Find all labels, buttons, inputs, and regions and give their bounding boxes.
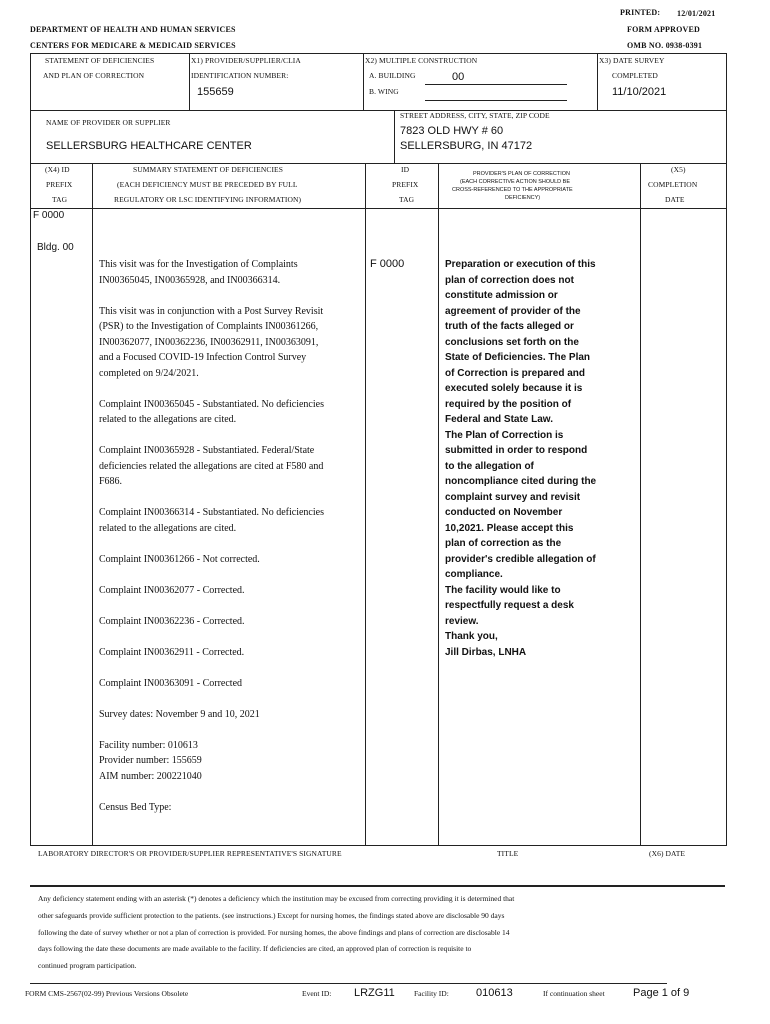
page-number: Page 1 of 9 — [633, 987, 690, 999]
x5-header: DATE — [665, 195, 685, 204]
summary-header: REGULATORY OR LSC IDENTIFYING INFORMATION) — [114, 195, 302, 204]
x3-label: X3) DATE SURVEY — [599, 56, 665, 65]
provider-id-value: 155659 — [197, 86, 234, 98]
rule — [726, 163, 727, 845]
summary-header: SUMMARY STATEMENT OF DEFICIENCIES — [133, 165, 284, 174]
x4-header: PREFIX — [46, 180, 73, 189]
x5-header: COMPLETION — [648, 180, 698, 189]
poc-line: agreement of provider of the — [445, 305, 581, 317]
poc-line: truth of the facts alleged or — [445, 321, 574, 332]
poc-line: Preparation or execution of this — [445, 259, 596, 270]
summary-paragraph: Complaint IN00361266 - Not corrected. — [99, 553, 260, 565]
printed-label: PRINTED: — [620, 8, 661, 17]
poc-header: CROSS-REFERENCED TO THE APPROPRIATE — [452, 187, 573, 193]
poc-line: plan of correction does not — [445, 274, 574, 286]
summary-paragraph: Complaint IN00365928 - Substantiated. Federal/State deficiencies related the allegations are cited at F580 and F686. — [99, 445, 324, 487]
building-label: A. BUILDING — [369, 71, 416, 80]
poc-line: of Correction is prepared and — [445, 367, 586, 379]
wing-label: B. WING — [369, 87, 399, 96]
statement-label: AND PLAN OF CORRECTION — [43, 71, 145, 80]
summary-paragraph: Complaint IN00362077 - Corrected. — [99, 584, 245, 596]
facility-id-value: 010613 — [476, 987, 513, 999]
building-tag: Bldg. 00 — [37, 242, 74, 253]
rule — [394, 110, 395, 163]
plan-of-correction — [445, 257, 637, 660]
rule — [30, 983, 667, 984]
poc-line: The Plan of Correction is — [445, 429, 564, 441]
poc-line: conclusions set forth on the — [445, 336, 579, 348]
poc-line: Thank you, — [445, 631, 498, 642]
rule — [597, 53, 598, 110]
poc-line: required by the position of — [445, 398, 572, 410]
x5-header: (X5) — [671, 165, 686, 174]
rule — [438, 163, 439, 845]
continuation-label: If continuation sheet — [543, 989, 605, 998]
rule — [92, 163, 93, 845]
poc-line: provider's credible allegation of — [445, 553, 596, 565]
rule — [30, 53, 727, 54]
poc-line: Federal and State Law. — [445, 414, 553, 425]
poc-line: constitute admission or — [445, 290, 558, 301]
poc-line: conducted on November — [445, 507, 563, 518]
poc-line: to the allegation of — [445, 460, 534, 472]
x1-label: X1) PROVIDER/SUPPLIER/CLIA — [191, 56, 301, 65]
summary-paragraph: Complaint IN00366314 - Substantiated. No deficiencies related to the allegations are cited. — [99, 507, 324, 534]
footnote-line: days following the date these documents are made available to the facility. If deficiencies are cited, an approved plan of correction is requisite to — [38, 944, 472, 954]
rule — [30, 885, 725, 887]
omb-number: OMB NO. 0938-0391 — [627, 41, 703, 50]
poc-header: DEFICIENCY) — [505, 195, 541, 201]
provider-name-label: NAME OF PROVIDER OR SUPPLIER — [46, 118, 171, 127]
id-header: PREFIX — [392, 180, 419, 189]
address-label: STREET ADDRESS, CITY, STATE, ZIP CODE — [400, 111, 550, 120]
rule — [30, 208, 727, 209]
id-header: ID — [401, 165, 410, 174]
id-header: TAG — [399, 195, 415, 204]
rule — [726, 110, 727, 163]
rule — [640, 163, 641, 845]
rule — [30, 845, 727, 846]
summary-paragraph: This visit was in conjunction with a Post Survey Revisit (PSR) to the Investigation of Complaints IN00361266, IN00362077, IN00362236, IN00362911, IN00363091, and a Focused COVID-19 Infection Control Survey completed on 9/24/2021. — [99, 305, 324, 379]
department-title: DEPARTMENT OF HEALTH AND HUMAN SERVICES — [30, 25, 236, 34]
signature-label: LABORATORY DIRECTOR'S OR PROVIDER/SUPPLIER REPRESENTATIVE'S SIGNATURE — [38, 849, 342, 858]
summary-paragraph: Complaint IN00363091 - Corrected — [99, 677, 243, 689]
poc-line: noncompliance cited during the — [445, 476, 597, 487]
census-bed-type: Census Bed Type: — [99, 801, 172, 813]
facility-line: AIM number: 200221040 — [99, 770, 202, 782]
poc-header: PROVIDER'S PLAN OF CORRECTION — [473, 171, 571, 177]
provider-name-value: SELLERSBURG HEALTHCARE CENTER — [46, 140, 252, 152]
facility-line: Facility number: 010613 — [99, 739, 198, 751]
form-number: FORM CMS-2567(02-99) Previous Versions Obsolete — [25, 989, 189, 998]
rule — [30, 163, 727, 164]
summary-paragraph: This visit was for the Investigation of Complaints IN00365045, IN00365928, and IN00366314. — [99, 259, 298, 286]
summary-paragraph: Complaint IN00362236 - Corrected. — [99, 615, 245, 627]
title-label: TITLE — [497, 849, 519, 858]
poc-line: submitted in order to respond — [445, 445, 588, 456]
poc-line: The facility would like to — [445, 584, 561, 596]
summary-paragraph: Survey dates: November 9 and 10, 2021 — [99, 708, 260, 720]
address-line-1: 7823 OLD HWY # 60 — [400, 125, 504, 137]
footnote-line: following the date of survey whether or not a plan of correction is provided. For nursing homes, the above findings and plans of correction are disclosable 14 — [38, 927, 510, 937]
printed-date: 12/01/2021 — [677, 9, 716, 18]
tag-right: F 0000 — [370, 258, 405, 270]
footnote-line: other safeguards provide sufficient protection to the patients. (see instructions.) Except for nursing homes, the findings stated above are disclosable 90 days — [38, 910, 505, 920]
poc-line: complaint survey and revisit — [445, 491, 581, 503]
facility-line: Provider number: 155659 — [99, 755, 202, 766]
facility-info — [99, 738, 335, 785]
poc-line: plan of correction as the — [445, 538, 562, 549]
poc-line: compliance. — [445, 569, 503, 580]
rule — [726, 53, 727, 110]
form-approved: FORM APPROVED — [627, 25, 701, 34]
poc-line: 10,2021. Please accept this — [445, 522, 574, 534]
event-id-label: Event ID: — [302, 989, 332, 998]
poc-line: respectfully request a desk — [445, 600, 574, 611]
building-value: 00 — [452, 71, 465, 83]
summary-header: (EACH DEFICIENCY MUST BE PRECEDED BY FULL — [117, 180, 298, 189]
wing-underline — [425, 100, 567, 101]
rule — [30, 53, 31, 110]
facility-id-label: Facility ID: — [414, 989, 449, 998]
summary-paragraph: Complaint IN00365045 - Substantiated. No deficiencies related to the allegations are cited. — [99, 398, 324, 425]
tag-left: F 0000 — [33, 210, 65, 221]
rule — [30, 110, 727, 111]
poc-header: (EACH CORRECTIVE ACTION SHOULD BE — [460, 179, 571, 185]
x4-header: TAG — [52, 195, 68, 204]
poc-line: review. — [445, 615, 479, 627]
x4-header: (X4) ID — [45, 165, 70, 174]
survey-completed-date: 11/10/2021 — [612, 86, 667, 98]
cms-title: CENTERS FOR MEDICARE & MEDICAID SERVICES — [30, 41, 236, 50]
x1-label: IDENTIFICATION NUMBER: — [191, 71, 289, 80]
footnote-line: continued program participation. — [38, 961, 137, 971]
building-underline — [425, 84, 567, 85]
summary-paragraph: Complaint IN00362911 - Corrected. — [99, 646, 245, 658]
footnote-line: Any deficiency statement ending with an asterisk (*) denotes a deficiency which the institution may be excused from correcting providing it is determined that — [38, 894, 515, 903]
disclosure-footnote — [38, 891, 678, 975]
rule — [365, 163, 366, 845]
address-line-2: SELLERSBURG, IN 47172 — [400, 140, 533, 152]
poc-line: State of Deficiencies. The Plan — [445, 352, 591, 363]
statement-label: STATEMENT OF DEFICIENCIES — [45, 56, 155, 65]
event-id-value: LRZG11 — [354, 987, 395, 999]
poc-line: executed solely because it is — [445, 383, 583, 394]
rule — [30, 163, 31, 845]
x6-date-label: (X6) DATE — [649, 849, 686, 858]
rule — [30, 110, 31, 163]
rule — [189, 53, 190, 110]
x2-label: X2) MULTIPLE CONSTRUCTION — [365, 56, 478, 65]
x3-label: COMPLETED — [612, 71, 658, 80]
poc-line: Jill Dirbas, LNHA — [445, 646, 527, 658]
rule — [363, 53, 364, 110]
summary-statement — [99, 257, 335, 831]
